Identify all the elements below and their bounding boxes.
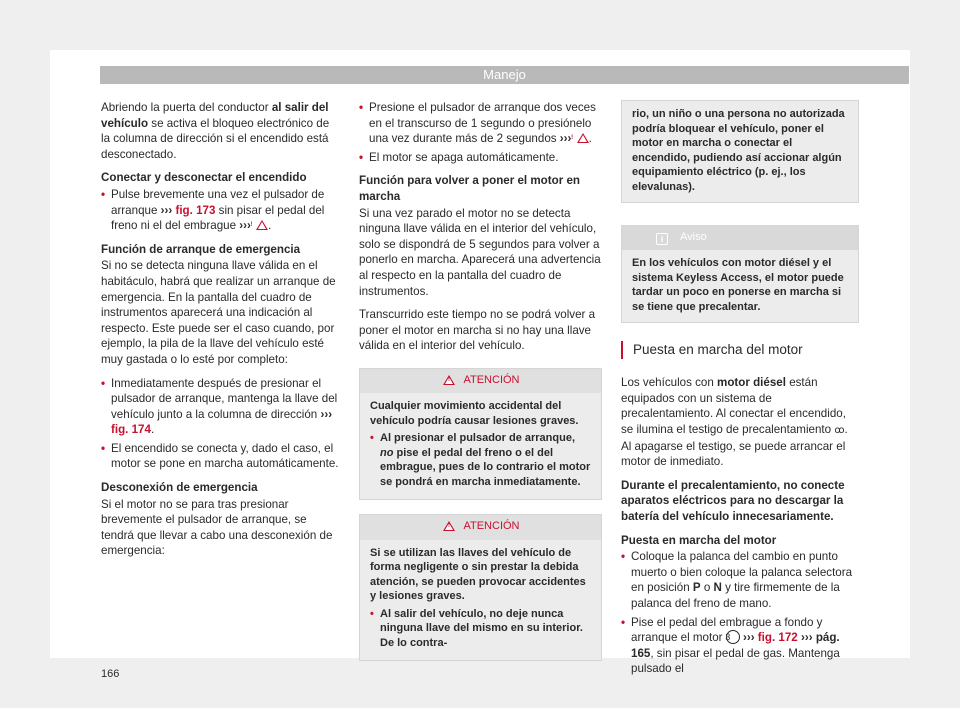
list-item: • Inmediatamente después de presionar el pulsador de arranque, mantenga la llave del vehículo junto a la columna de dirección ››› fig. 174. [101,376,341,438]
start-list [621,549,859,677]
list-item: • Presione el pulsador de arranque dos veces en el transcurso de 1 segundo o presiónelo una vez durante más de 2 segundos ››› ! . [359,100,602,147]
warning-icon [443,375,455,385]
restart-paragraph-2: Transcurrido este tiempo no se podrá volver a poner el motor en marcha si no hay una llave válida en el interior del vehículo. [359,308,596,353]
notice-box [621,225,859,323]
fig-172-link[interactable]: fig. 172 [757,631,798,645]
emergency-list [101,376,341,473]
warning-icon [256,220,268,230]
warning-box-body: rio, un niño o una persona no autorizada podría bloquear el vehículo, poner el motor en marcha o conectar el encendido, pudiendo así accionar algún equipamiento eléctrico (p. ej., los elevalunas). [622,101,858,202]
warning-box-header: !ATENCIÓN [360,369,601,393]
list-item: • Coloque la palanca del cambio en punto muerto o bien coloque la palanca selectora en posición P o N y tire firmemente de la palanca del freno de mano. [621,549,859,611]
column-1 [101,100,341,567]
section-title: Puesta en marcha del motor [621,341,859,359]
diesel-paragraph: Los vehículos con motor diésel están equipados con un sistema de precalentamiento. Al conectar el encendido, se ilumina el testigo de precalentamiento ꝏ. Al apagarse el testigo, se puede arrancar el motor de inmediato. [621,376,848,469]
warning-box-1 [359,368,602,500]
list-item: • Al presionar el pulsador de arranque, no pise el pedal del freno o el del embrague, pues de lo contrario el motor se pondrá en marcha inmediatamente. [370,431,591,489]
warning-icon [577,133,589,143]
warning-box-body: Si se utilizan las llaves del vehículo de forma negligente o sin prestar la debida atención, se pueden provocar accidentes y lesiones graves. • Al salir del vehículo, no deje nunca ninguna llave del mismo en su interior. De lo contra- [360,540,601,661]
list-item: • Al salir del vehículo, no deje nunca ninguna llave del mismo en su interior. De lo contra- [370,607,591,651]
connect-list [101,187,341,234]
emergency-paragraph: Si no se detecta ninguna llave válida en el habitáculo, habrá que realizar un arranque de emergencia. En la pantalla del cuadro de instrumentos aparecerá una indicación al respecto. Este puede ser el caso cuando, por ejemplo, la pila de la llave del vehículo esté muy gastada o lo esté por completo: [101,259,336,366]
disconnect-paragraph: Si el motor no se para tras presionar brevemente el pulsador de arranque, se tendrá que llevar a cabo una desconexión de emergencia: [101,497,333,558]
list-item: • El motor se apaga automáticamente. [359,150,602,166]
warning-box-body: Cualquier movimiento accidental del vehículo podría causar lesiones graves. • Al presionar el pulsador de arranque, no pise el pedal del freno o el del embrague, pues de lo contrario el motor se pondrá en marcha inmediatamente. [360,393,601,499]
page [50,50,910,680]
heading-connect: Conectar y desconectar el encendido [101,171,307,185]
heading-emergency-start: Función de arranque de emergencia [101,242,301,256]
warning-icon [443,521,455,531]
list-item: • Pise el pedal del embrague a fondo y arranque el motor 3 ››› fig. 172 ››› pág. 165, sin pisar el pedal de gas. Mantenga pulsado el [621,615,859,677]
list-item: • El encendido se conecta y, dado el caso, el motor se pone en marcha automáticamente. [101,441,341,472]
fig-174-link[interactable]: fig. 174 [111,423,151,437]
warning-box-header: !ATENCIÓN [360,515,601,539]
notice-box-header: i Aviso [622,226,858,250]
callout-number: 3 [726,630,740,644]
preheat-note: Durante el precalentamiento, no conecte aparatos eléctricos para no descargar la batería del vehículo innecesariamente. [621,478,845,524]
warning-box-2 [359,514,602,661]
page-header: Manejo [100,66,909,84]
preheat-coil-icon: ꝏ [834,425,845,437]
fig-173-link[interactable]: fig. 173 [175,203,216,217]
heading-start-engine: Puesta en marcha del motor [621,533,777,547]
disconnect-list [359,100,602,165]
restart-paragraph-1: Si una vez parado el motor no se detecta ninguna llave válida en el interior del vehículo, solo se dispondrá de 5 segundos para volver a ponerlo en marcha. Aparecerá una advertencia al respecto en la pantalla del cuadro de instrumentos. [359,206,601,298]
page-165-link[interactable]: pág. 165 [631,631,840,660]
page-number: 166 [101,668,120,680]
warning-box-continued [621,100,859,203]
column-3 [621,100,859,685]
column-2 [359,100,602,675]
notice-box-body: En los vehículos con motor diésel y el sistema Keyless Access, el motor puede tardar un poco en ponerse en marcha si se tiene que precalentar. [622,250,858,322]
heading-emergency-stop: Desconexión de emergencia [101,481,258,495]
heading-restart: Función para volver a poner el motor en marcha [359,174,580,203]
intro-paragraph: Abriendo la puerta del conductor al salir del vehículo se activa el bloqueo electrónico de la columna de dirección si el encendido está desconectado. [101,101,330,161]
info-icon: i [656,233,668,245]
list-item: • Pulse brevemente una vez el pulsador de arranque ››› fig. 173 sin pisar el pedal del freno ni el del embrague ››› ! . [101,187,341,234]
